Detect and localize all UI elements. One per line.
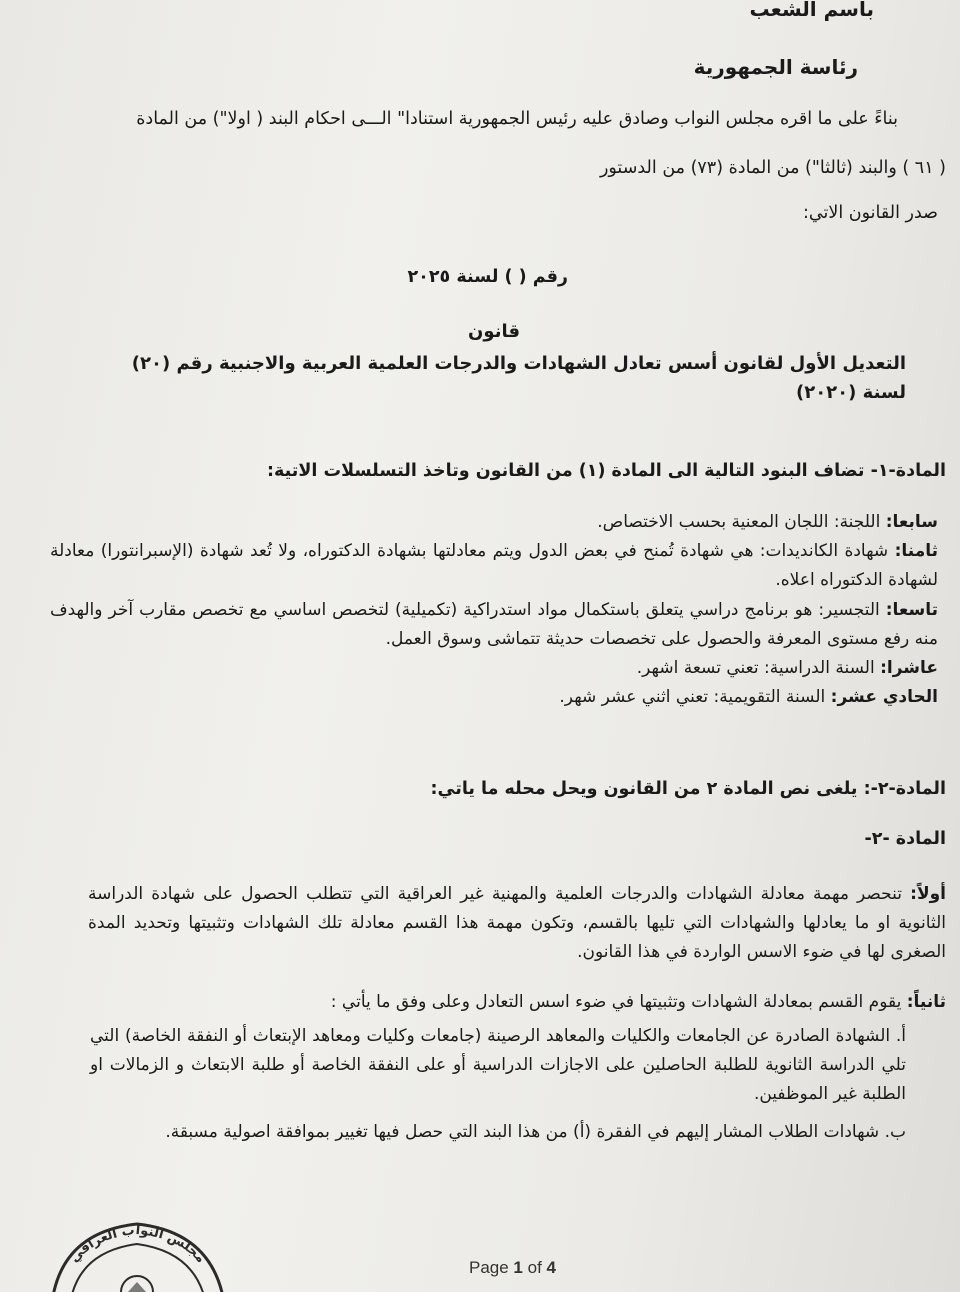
article-2-sub-item [90,1022,906,1110]
page-number: 1 [513,1258,523,1277]
parliament-seal [42,1212,232,1292]
page-footer [0,1258,960,1278]
total-pages: 4 [546,1258,557,1277]
item-label: الحادي عشر: [830,687,938,708]
sub-item-label: أ. [895,1026,907,1046]
law-title: التعديل الأول لقانون أسس تعادل الشهادات والدرجات العلمية العربية والاجنبية رقم (٢٠) لسنة (٢٠٢٠) [131,353,906,403]
article-1-heading: المادة-١- تضاف البنود التالية الى المادة (١) من القانون وتاخذ التسلسلات الاتية: [267,461,946,481]
item-label: تاسعا: [885,599,938,620]
in-name-of-people: باسم الشعب [749,0,874,21]
law-label: قانون [468,321,520,342]
article-1-item [50,654,938,683]
item-text: شهادة الكانديدات: هي شهادة تُمنح في بعض الدول ويتم معادلتها بشهادة الدكتوراه، ولا تُعد شهادة (الإسبرانتورا) معادلة لشهادة الدكتوراه اعلاه. [50,541,938,591]
item-label: سابعا: [885,512,938,532]
issued-law: صدر القانون الاتي: [803,203,938,223]
article-1-items [50,508,938,713]
article-2-sub-item [90,1118,906,1147]
seal-text: مجلس النواب العراقي [67,1222,209,1267]
preamble-line-1: بناءً على ما اقره مجلس النواب وصادق عليه رئيس الجمهورية استنادا" الـــى احكام البند ( اولا") من المادة [136,109,898,129]
item-label: عاشرا: [880,658,938,679]
article-2-sub-items [90,1022,906,1147]
second-label: ثانياً: [906,992,946,1012]
article-1-item [50,537,938,595]
item-label: ثامنا: [894,541,939,562]
item-text: التجسير: هو برنامج دراسي يتعلق باستكمال مواد استدراكية (تكميلية) لتخصص اساسي مع تخصص مقارب آخر والهدف منه رفع مستوى المعرفة والحصول على تخصصات حديثة تتماشى وسوق العمل. [50,599,938,649]
sub-item-text: الشهادة الصادرة عن الجامعات والكليات والمعاهد الرصينة (جامعات وكليات ومعاهد الإبتعاث أو النفقة الخاصة) التي تلي الدراسة الثانوية للطلبة الحاصلين على الاجازات الدراسية أو على النفقة الخاصة أو طلبة الابتعاث و الزمالات او الطلبة غير الموظفين. [90,1026,906,1105]
first-text: تنحصر مهمة معادلة الشهادات والدرجات العلمية والمهنية غير العراقية التي تتطلب الحصول على شهادة الدراسة الثانوية او ما يعادلها والشهادات التي تليها بالقسم، وتكون مهمة هذا القسم معادلة تلك الشهادات وتثبيتها وتحديد المدة الصغرى لها في ضوء الاسس الواردة في هذا القانون. [88,884,946,963]
presidency-heading: رئاسة الجمهورية [693,55,858,79]
article-2-second [60,988,946,1017]
article-2-sub-heading: المادة -٢- [864,829,946,849]
sub-item-text: شهادات الطلاب المشار إليهم في الفقرة (أ) من هذا البند التي حصل فيها تغيير بموافقة اصولية مسبقة. [165,1121,880,1142]
article-2-first [88,880,946,968]
item-text: السنة التقويمية: تعني اثني عشر شهر. [559,687,826,708]
article-2-heading: المادة-٢-: يلغى نص المادة ٢ من القانون ويحل محله ما ياتي: [430,779,946,799]
article-1-item [50,596,938,654]
article-1-item [50,683,938,712]
second-text: يقوم القسم بمعادلة الشهادات وتثبيتها في ضوء اسس التعادل وعلى وفق ما يأتي : [330,992,902,1012]
preamble-line-2: ( ٦١ ) والبند (ثالثا") من المادة (٧٣) من الدستور [599,158,946,178]
item-text: اللجنة: اللجان المعنية بحسب الاختصاص. [597,512,881,532]
item-text: السنة الدراسية: تعني تسعة اشهر. [636,658,875,679]
of-word: of [527,1258,542,1277]
law-number: رقم ( ) لسنة ٢٠٢٥ [407,267,568,287]
sub-item-label: ب. [884,1121,906,1142]
page-word: Page [468,1258,509,1277]
first-label: أولاً: [910,884,946,904]
article-1-item [50,508,938,537]
